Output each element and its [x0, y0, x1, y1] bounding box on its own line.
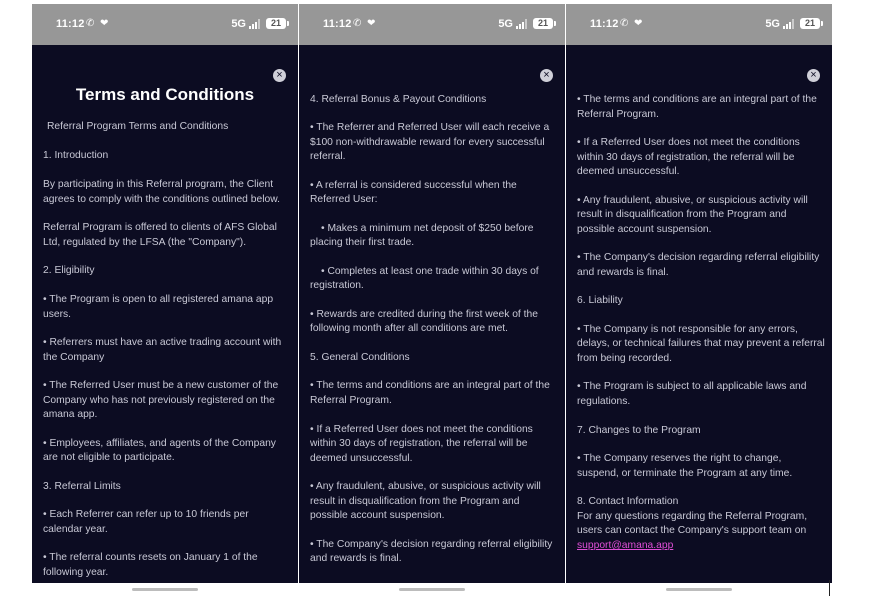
terms-line: regulations.	[577, 396, 631, 407]
signal-icon	[516, 19, 528, 29]
terms-line: • A referral is considered successful when the	[310, 180, 517, 191]
terms-line: following year.	[43, 567, 109, 578]
terms-line: within 30 days of registration, the referral will be	[310, 438, 528, 449]
terms-line: calendar year.	[43, 524, 108, 535]
terms-line: Referral Program.	[577, 109, 659, 120]
divider	[829, 580, 830, 596]
status-bar	[566, 4, 832, 45]
terms-line: referral.	[310, 151, 346, 162]
battery-icon: 21	[266, 18, 286, 29]
whatsapp-icon: ✆	[86, 18, 95, 29]
battery-icon: 21	[533, 18, 553, 29]
terms-line: 8. Contact Information	[577, 496, 679, 507]
heart-icon: ❤	[634, 18, 643, 29]
terms-line: within 30 days of registration, the referral will be	[577, 152, 795, 163]
terms-line: are not eligible to participate.	[43, 452, 175, 463]
terms-line: By participating in this Referral program, the Client	[43, 179, 274, 190]
terms-line: • The referral counts resets on January 1 of the	[43, 552, 258, 563]
terms-line: and rewards is final.	[310, 553, 402, 564]
terms-line: registration.	[310, 280, 364, 291]
home-indicator[interactable]	[299, 583, 565, 598]
heart-icon: ❤	[100, 18, 109, 29]
terms-line: • Each Referrer can refer up to 10 friends per	[43, 509, 249, 520]
terms-line: agrees to comply with the conditions outlined below.	[43, 194, 280, 205]
terms-line: 1. Introduction	[43, 150, 109, 161]
terms-line: the Company	[43, 352, 105, 363]
terms-line: • Makes a minimum net deposit of $250 before	[321, 223, 534, 234]
terms-line: • The Program is open to all registered amana app	[43, 294, 274, 305]
terms-line: deemed unsuccessful.	[577, 166, 680, 177]
terms-line: • If a Referred User does not meet the conditions	[577, 137, 800, 148]
terms-line: Ltd, regulated by the LFSA (the "Company").	[43, 237, 247, 248]
terms-line: • The terms and conditions are an integral part of the	[577, 94, 817, 105]
terms-line: Referral Program is offered to clients of AFS Global	[43, 222, 277, 233]
terms-line: placing their first trade.	[310, 237, 415, 248]
terms-line: 4. Referral Bonus & Payout Conditions	[310, 94, 487, 105]
close-icon[interactable]: ×	[540, 69, 553, 82]
close-icon[interactable]: ×	[273, 69, 286, 82]
terms-line: 2. Eligibility	[43, 265, 95, 276]
terms-line: • The Company is not responsible for any errors,	[577, 324, 798, 335]
status-time: 11:12	[590, 18, 619, 30]
terms-line: users can contact the Company's support team on	[577, 525, 807, 536]
whatsapp-icon: ✆	[353, 18, 362, 29]
terms-line: • If a Referred User does not meet the conditions	[310, 424, 533, 435]
terms-line: and rewards is final.	[577, 267, 669, 278]
terms-line: • Employees, affiliates, and agents of the Company	[43, 438, 276, 449]
terms-line: For any questions regarding the Referral Program,	[577, 511, 808, 522]
close-icon[interactable]: ×	[807, 69, 820, 82]
phone-screen-2	[299, 4, 565, 598]
status-bar	[299, 4, 565, 45]
terms-line: Referral Program.	[310, 395, 392, 406]
heart-icon: ❤	[367, 18, 376, 29]
phone-screen-3	[566, 4, 832, 598]
terms-line: • The Referrer and Referred User will each receive a	[310, 122, 550, 133]
status-time: 11:12	[323, 18, 352, 30]
terms-line: Referral Program Terms and Conditions	[47, 121, 229, 132]
terms-line: following month after all conditions are met.	[310, 323, 509, 334]
phone-screen-1	[32, 4, 298, 598]
terms-line: • The Program is subject to all applicable laws and	[577, 381, 807, 392]
terms-line: • The Company's decision regarding referral eligibility	[577, 252, 820, 263]
terms-line: • The Referred User must be a new customer of the	[43, 380, 279, 391]
terms-line: • Any fraudulent, abusive, or suspicious activity will	[310, 481, 541, 492]
terms-line: • Referrers must have an active trading account with	[43, 337, 282, 348]
home-indicator[interactable]	[32, 583, 298, 598]
terms-line: • Any fraudulent, abusive, or suspicious activity will	[577, 195, 808, 206]
home-indicator[interactable]	[566, 583, 832, 598]
network-type: 5G	[231, 18, 246, 30]
terms-line: amana app.	[43, 409, 98, 420]
signal-icon	[249, 19, 261, 29]
page-title: Terms and Conditions	[75, 85, 255, 104]
terms-line: • The Company reserves the right to change,	[577, 453, 782, 464]
battery-icon: 21	[800, 18, 820, 29]
signal-icon	[783, 19, 795, 29]
whatsapp-icon: ✆	[620, 18, 629, 29]
terms-line: users.	[43, 309, 72, 320]
terms-line: possible account suspension.	[310, 510, 445, 521]
support-email-link[interactable]: support@amana.app	[577, 540, 674, 551]
terms-line: • The terms and conditions are an integral part of the	[310, 380, 550, 391]
terms-line: 3. Referral Limits	[43, 481, 121, 492]
terms-line: 6. Liability	[577, 295, 623, 306]
terms-line: from being recorded.	[577, 353, 673, 364]
terms-line: 7. Changes to the Program	[577, 425, 701, 436]
status-bar	[32, 4, 298, 45]
terms-line: delays, or technical failures that may prevent a referral	[577, 338, 825, 349]
terms-content[interactable]	[299, 45, 565, 583]
status-time: 11:12	[56, 18, 85, 30]
terms-line: $100 non-withdrawable reward for every successful	[310, 137, 545, 148]
network-type: 5G	[498, 18, 513, 30]
terms-line: 5. General Conditions	[310, 352, 410, 363]
terms-line: • Completes at least one trade within 30 days of	[321, 266, 539, 277]
terms-line: • Rewards are credited during the first week of the	[310, 309, 538, 320]
terms-line: result in disqualification from the Program and	[577, 209, 787, 220]
network-type: 5G	[765, 18, 780, 30]
terms-line: result in disqualification from the Program and	[310, 496, 520, 507]
terms-line: possible account suspension.	[577, 224, 712, 235]
terms-line: deemed unsuccessful.	[310, 453, 413, 464]
terms-content[interactable]	[32, 45, 298, 583]
terms-content[interactable]	[566, 45, 832, 583]
terms-line: • The Company's decision regarding referral eligibility	[310, 539, 553, 550]
terms-line: suspend, or terminate the Program at any time.	[577, 468, 793, 479]
terms-line: Company who has not previously registered on the	[43, 395, 275, 406]
terms-line: Referred User:	[310, 194, 378, 205]
